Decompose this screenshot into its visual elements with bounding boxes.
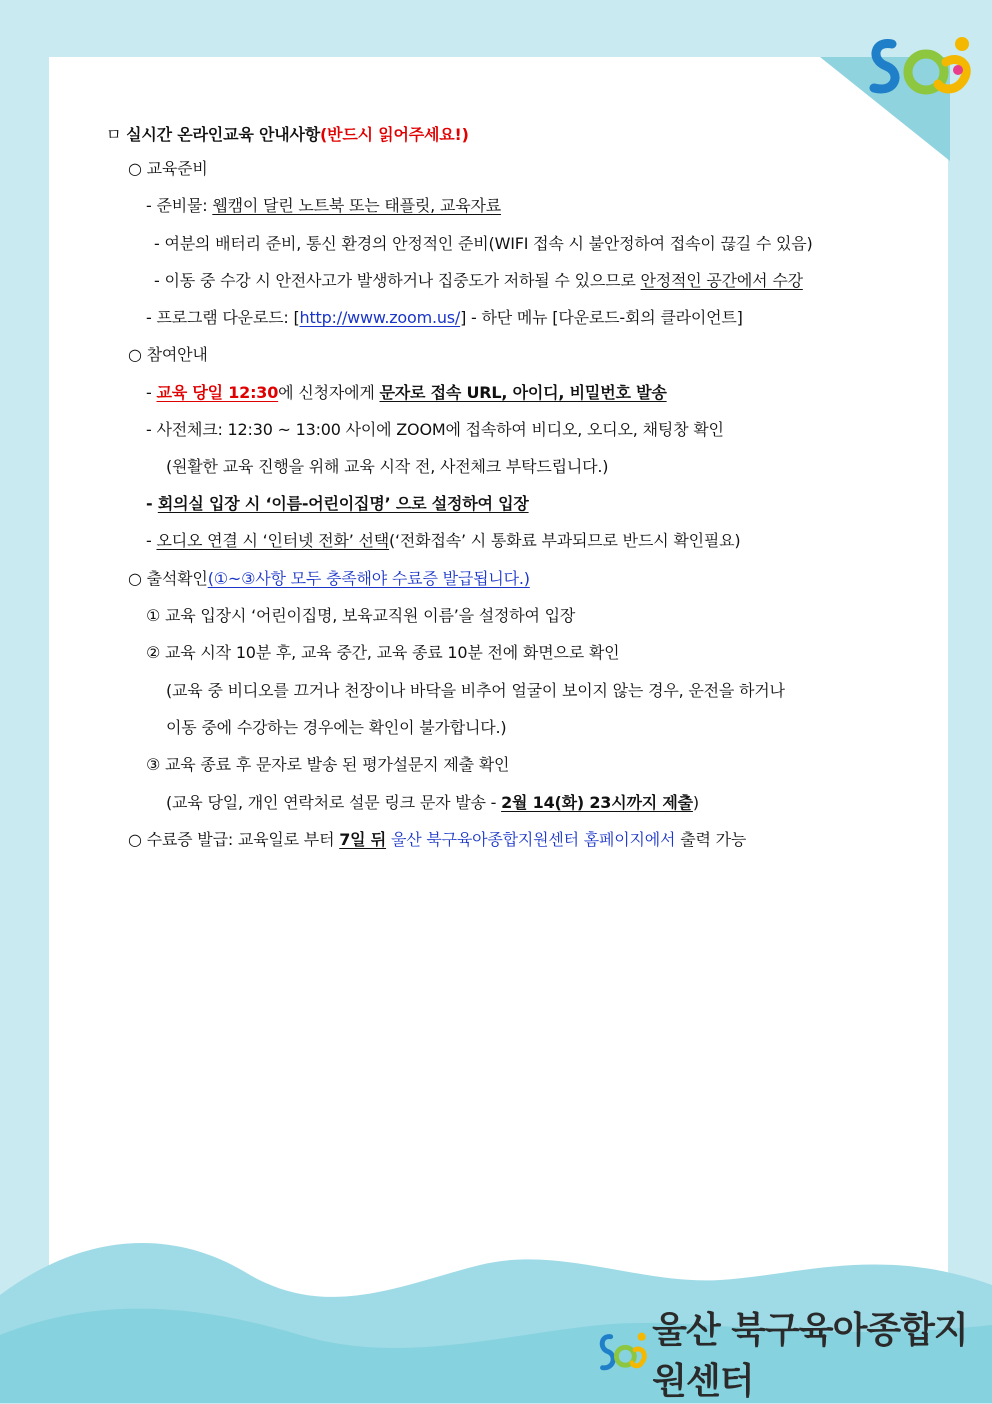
- section-heading-join: [128, 344, 208, 366]
- join-line-2: - 사전체크: 12:30 ~ 13:00 사이에 ZOOM에 접속하여 비디오, 오디오, 채팅창 확인: [146, 420, 724, 439]
- brand-logo-icon: [862, 32, 980, 102]
- download-label: - 프로그램 다운로드: [: [146, 308, 300, 327]
- dash: -: [146, 531, 157, 550]
- title-note: (반드시 읽어주세요!): [319, 125, 469, 144]
- certificate-suffix: 출력 가능: [675, 830, 747, 849]
- join-room-name-rule: 회의실 입장 시 ‘이름-어린이집명’ 으로 설정하여 입장: [157, 494, 529, 513]
- join-line-4: [146, 493, 529, 515]
- prep-line-2: - 여분의 배터리 준비, 통신 환경의 안정적인 준비(WIFI 접속 시 불안정하여 접속이 끊길 수 있음): [154, 234, 813, 253]
- attendance-item-3: ③ 교육 종료 후 문자로 발송 된 평가설문지 제출 확인: [146, 755, 510, 774]
- prep-safety-emphasis: 안정적인 공간에서 수강: [640, 271, 803, 290]
- footer-logo-text: 울산 북구육아종합지원센터: [652, 1310, 968, 1402]
- survey-note-close: ): [692, 793, 699, 812]
- attendance-item-3-note: [166, 792, 699, 814]
- certificate-days: 7일 뒤: [339, 830, 387, 849]
- title-bullet: ㅁ: [106, 125, 122, 144]
- prep-line-3: [154, 270, 803, 292]
- title-text: 실시간 온라인교육 안내사항: [126, 125, 320, 144]
- section-marker: ○: [128, 830, 142, 849]
- attendance-item-1: ① 교육 입장시 ‘어린이집명, 보육교직원 이름’을 설정하여 입장: [146, 606, 576, 625]
- certificate-line: [128, 829, 746, 851]
- dash: -: [146, 383, 157, 402]
- join-line-3: (원활한 교육 진행을 위해 교육 시작 전, 사전체크 부탁드립니다.): [166, 457, 609, 476]
- section-heading: 참여안내: [146, 345, 208, 364]
- prep-line-1: [146, 195, 501, 217]
- download-menu-hint: ] - 하단 메뉴 [다운로드-회의 클라이언트]: [460, 308, 743, 327]
- footer-logo: [596, 1310, 992, 1402]
- brand-logo-icon: [596, 1323, 648, 1383]
- join-audio-rule: 오디오 연결 시 ‘인터넷 전화’ 선택: [156, 531, 389, 550]
- certificate-text: 수료증 발급: 교육일로 부터: [146, 830, 340, 849]
- join-audio-note: (‘전화접속’ 시 통화료 부과되므로 반드시 확인필요): [389, 531, 741, 550]
- attendance-item-2-note-1: (교육 중 비디오를 끄거나 천장이나 바닥을 비추어 얼굴이 보이지 않는 경우, 운전을 하거나: [166, 681, 785, 700]
- section-heading: 출석확인: [146, 569, 208, 588]
- page-title: [106, 124, 469, 146]
- prep-line-4: [146, 307, 743, 329]
- join-mid-text: 에 신청자에게: [278, 383, 380, 402]
- attendance-item-2: ② 교육 시작 10분 후, 교육 중간, 교육 종료 10분 전에 화면으로 확인: [146, 643, 620, 662]
- join-line-5: [146, 530, 740, 552]
- survey-note-text: (교육 당일, 개인 연락처로 설문 링크 문자 발송 -: [166, 793, 502, 812]
- join-line-1: [146, 382, 667, 404]
- join-sms-emphasis: 문자로 접속 URL, 아이디, 비밀번호 발송: [379, 383, 667, 402]
- join-date-emphasis: 교육 당일 12:30: [156, 383, 279, 402]
- prep-supplies-items: 웹캠이 달린 노트북 또는 태플릿, 교육자료: [212, 196, 501, 215]
- section-heading-prep: [128, 158, 208, 180]
- attendance-note: (①~③사항 모두 충족해야 수료증 발급됩니다.): [207, 569, 530, 588]
- certificate-site: 울산 북구육아종합지원센터 홈페이지에서: [390, 830, 676, 849]
- section-heading: 교육준비: [146, 159, 208, 178]
- prep-safety-text: - 이동 중 수강 시 안전사고가 발생하거나 집중도가 저하될 수 있으므로: [154, 271, 641, 290]
- section-heading-attendance: [128, 568, 530, 590]
- section-marker: ○: [128, 569, 142, 588]
- section-marker: ○: [128, 345, 142, 364]
- dash: -: [146, 494, 158, 513]
- attendance-item-2-note-2: 이동 중에 수강하는 경우에는 확인이 불가합니다.): [166, 718, 507, 737]
- zoom-download-link[interactable]: http://www.zoom.us/: [299, 308, 461, 327]
- section-marker: ○: [128, 159, 142, 178]
- prep-supplies-label: - 준비물:: [146, 196, 213, 215]
- survey-deadline: 2월 14(화) 23시까지 제출: [501, 793, 693, 812]
